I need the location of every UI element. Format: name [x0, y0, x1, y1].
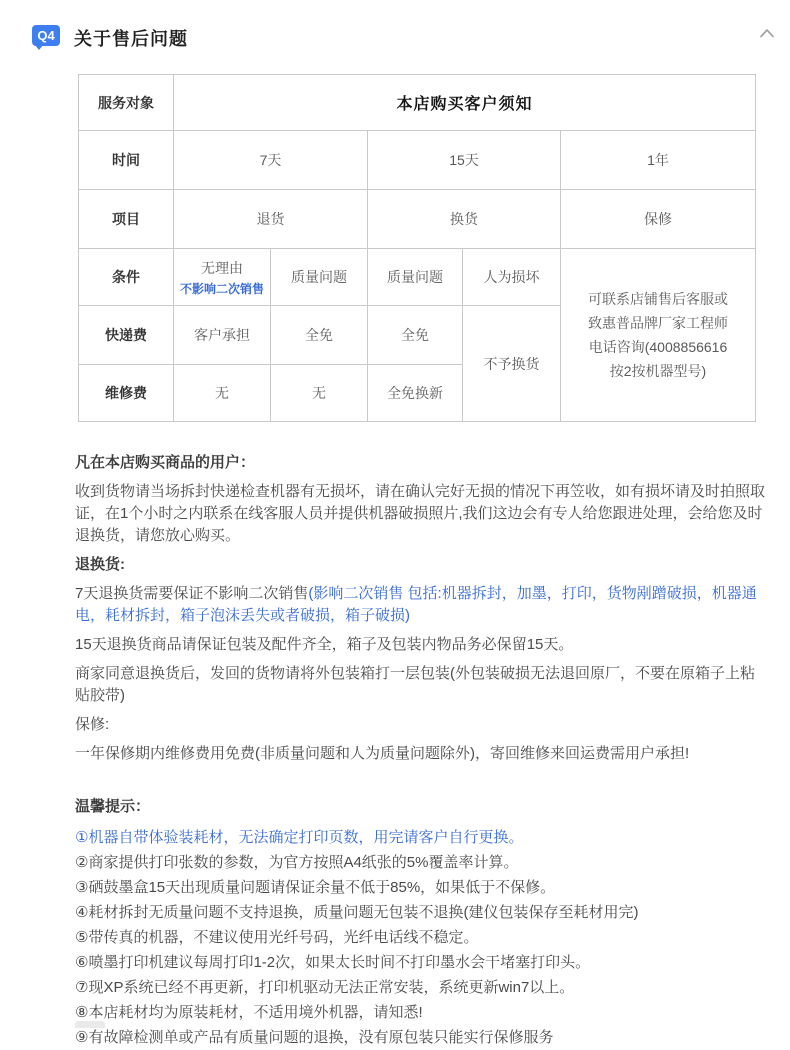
table-row	[79, 75, 756, 131]
row-label-shipping-fee: 快递费	[79, 306, 174, 365]
cell-warranty-item: 保修	[561, 190, 756, 249]
row-label-condition: 条件	[79, 249, 174, 306]
cell-quality-issue-2: 质量问题	[368, 249, 463, 306]
list-item: ③硒鼓墨盒15天出现质量问题请保证余量不低于85%，如果低于不保修。	[75, 879, 556, 896]
row-label-item: 项目	[79, 190, 174, 249]
list-item: ⑥喷墨打印机建议每周打印1-2次，如果太长时间不打印墨水会干堵塞打印头。	[75, 954, 591, 971]
cell-repair-none-2: 无	[271, 365, 368, 422]
paragraph-returns-packaging: 商家同意退换货后，发回的货物请将外包装箱打一层包装(外包装破损无法退回原厂，不要在原箱子上粘贴胶带)	[75, 665, 755, 704]
cell-repair-none-1: 无	[174, 365, 271, 422]
heading-tips: 温馨提示：	[75, 798, 151, 815]
cell-exchange-item: 换货	[368, 190, 561, 249]
tips-list	[75, 825, 769, 1050]
heading-users: 凡在本店购买商品的用户：	[75, 454, 256, 471]
row-label-service-target: 服务对象	[79, 75, 174, 131]
next-section-partial	[75, 1021, 105, 1028]
cell-exchange-days: 15天	[368, 131, 561, 190]
heading-returns: 退换货:	[75, 556, 125, 573]
list-item: ④耗材拆封无质量问题不支持退换，质量问题无包装不退换(建仪包装保存至耗材用完)	[75, 904, 639, 921]
returns-7day-black: 7天退换货需要保证不影响二次销售	[75, 585, 309, 602]
list-item: ⑤带传真的机器，不建议使用光纤号码，光纤电话线不稳定。	[75, 929, 479, 946]
paragraph-returns-7day	[75, 583, 769, 627]
cell-free-replace-new: 全免换新	[368, 365, 463, 422]
table-row	[79, 190, 756, 249]
heading-warranty: 保修:	[75, 716, 110, 733]
cell-free-1: 全免	[271, 306, 368, 365]
list-item: ⑦现XP系统已经不再更新，打印机驱动无法正常安装，系统更新win7以上。	[75, 979, 575, 996]
after-sales-text-block	[75, 452, 769, 1050]
table-title-cell: 本店购买客户须知	[174, 75, 756, 131]
page-title: 关于售后问题	[74, 29, 188, 49]
paragraph-returns-15day: 15天退换货商品请保证包装及配件齐全，箱子及包装内物品务必保留15天。	[75, 636, 574, 653]
table-row	[79, 131, 756, 190]
list-item: ⑧本店耗材均为原装耗材，不适用境外机器，请知悉!	[75, 1004, 423, 1021]
cell-free-2: 全免	[368, 306, 463, 365]
cell-return-item: 退货	[174, 190, 368, 249]
list-item: ②商家提供打印张数的参数，为官方按照A4纸张的5%覆盖率计算。	[75, 854, 519, 871]
after-sales-policy-table	[78, 74, 756, 422]
cell-no-reason	[174, 249, 271, 306]
chevron-up-icon[interactable]	[759, 27, 775, 39]
no-reason-text: 无理由	[201, 259, 243, 276]
cell-contact-info: 可联系店铺售后客服或致惠普品牌厂家工程师电话咨询(4008856616按2按机器型号)	[561, 249, 756, 422]
paragraph-receiving-notice: 收到货物请当场拆封快递检查机器有无损坏，请在确认完好无损的情况下再笠收，如有损坏请及时拍照取证，在1个小时之内联系在线客服人员并提供机器破损照片,我们这边会有专人给您跟进处理，会给您及时退换货，请您放心购买。	[75, 483, 766, 544]
cell-return-days: 7天	[174, 131, 368, 190]
list-item: ⑨有故障检测单或产品有质量问题的退换，没有原包装只能实行保修服务	[75, 1029, 554, 1046]
cell-human-damage: 人为损坏	[463, 249, 561, 306]
cell-warranty-period: 1年	[561, 131, 756, 190]
cell-no-exchange: 不予换货	[463, 306, 561, 422]
cell-customer-pay: 客户承担	[174, 306, 271, 365]
list-item: ①机器自带体验装耗材，无法确定打印页数，用完请客户自行更换。	[75, 829, 524, 846]
row-label-time: 时间	[79, 131, 174, 190]
question-badge-label: Q4	[37, 28, 55, 43]
returns-7day-blue: (影响二次销售 包括:机器拆封，加墨，打印，货物剐蹭破损，机器通电，耗材拆封，箱子泡沫丢失或者破损，箱子破损)	[75, 585, 757, 624]
cell-quality-issue-1: 质量问题	[271, 249, 368, 306]
faq-section-header[interactable]	[0, 0, 790, 62]
question-badge	[32, 25, 60, 46]
table-row	[79, 249, 756, 306]
row-label-repair-fee: 维修费	[79, 365, 174, 422]
spacer	[75, 772, 769, 796]
no-reason-note: 不影响二次销售	[179, 281, 264, 296]
paragraph-warranty: 一年保修期内维修费用免费(非质量问题和人为质量问题除外)，寄回维修来回运费需用户承担!	[75, 745, 690, 762]
